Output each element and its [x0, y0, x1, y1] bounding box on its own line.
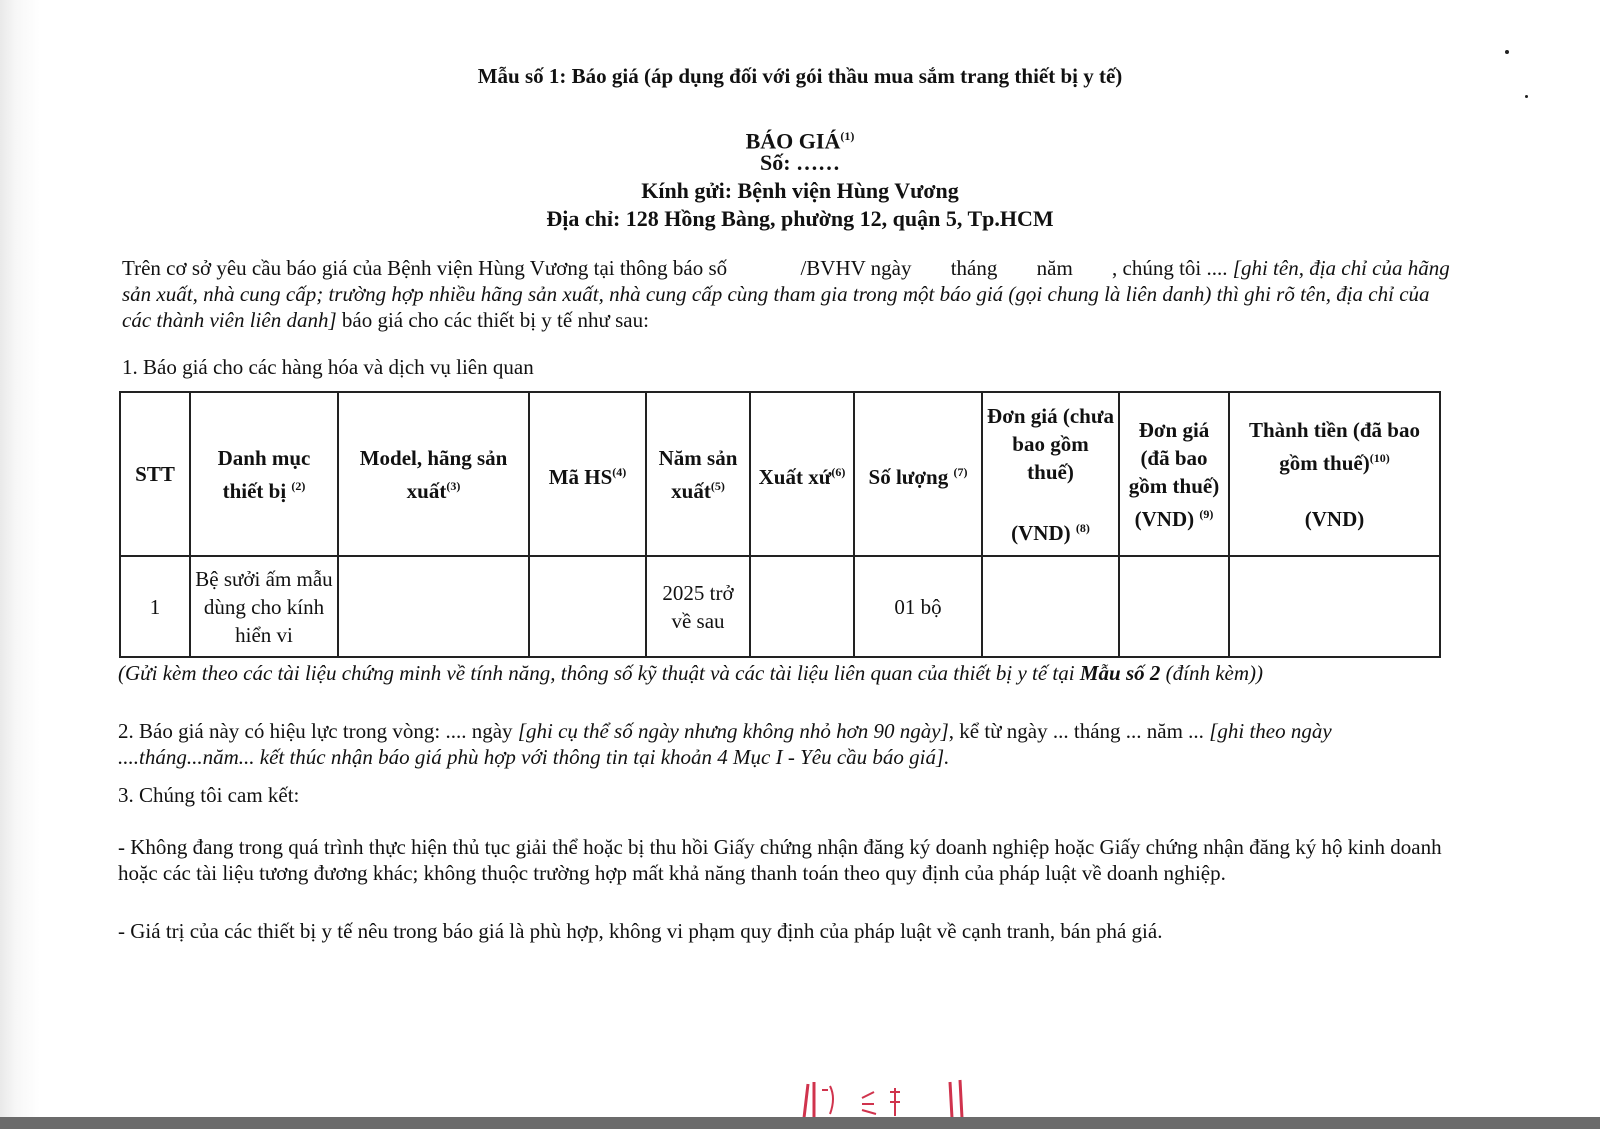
header-hs-code: Mã HS$^{(4)}$ — [529, 392, 646, 556]
header-unit-price-incl: Đơn giá (đã bao gồm thuế) (VND) $^{(9)}$ — [1119, 392, 1229, 556]
intro-text: /BVHV ngày — [800, 256, 912, 280]
commitment-2: - Giá trị của các thiết bị y tế nêu trong báo giá là phù hợp, không vi phạm quy định của pháp luật về cạnh tranh, bán phá giá. — [118, 919, 1163, 943]
section-2-validity: 2. Báo giá này có hiệu lực trong vòng: .... ngày [ghi cụ thể số ngày nhưng không nhỏ hơn 90 ngày], kể từ ngày ... tháng ... năm ... [ghi theo ngày ....tháng...năm... kết thúc nhận báo giá phù hợp với thông tin tại khoản 4 Mục I - Yêu cầu báo giá]. — [118, 719, 1332, 769]
header-year: Năm sản xuất$^{(5)}$ — [646, 392, 750, 556]
intro-text: tháng — [950, 256, 998, 280]
commitment-1: - Không đang trong quá trình thực hiện thủ tục giải thể hoặc bị thu hồi Giấy chứng nhận đăng ký doanh nghiệp hoặc Giấy chứng nhận đăng ký hộ kinh doanh hoặc các tài liệu tương đương khác; không thuộc trường hợp mất khả năng thanh toán theo quy định của pháp luật về doanh nghiệp. — [118, 835, 1442, 885]
cell-item: Bệ sưởi ấm mẫu dùng cho kính hiển vi — [190, 556, 338, 657]
intro-text: báo giá cho các thiết bị y tế như sau: — [341, 308, 649, 332]
header-total: Thành tiền (đã bao gồm thuế)$^{(10)}$ (VND) — [1229, 392, 1440, 556]
quote-number: Số: …… — [759, 150, 841, 175]
cell-year: 2025 trở về sau — [646, 556, 750, 657]
cell-unit-price-incl — [1119, 556, 1229, 657]
header-unit-price-excl: Đơn giá (chưa bao gồm thuế) (VND) $^{(8)}$ — [982, 392, 1119, 556]
cell-hs-code — [529, 556, 646, 657]
header-quantity: Số lượng $^{(7)}$ — [854, 392, 982, 556]
cell-total — [1229, 556, 1440, 657]
title-footnote: (1) — [840, 129, 855, 143]
table-row — [120, 556, 1440, 657]
title-text: BÁO GIÁ — [745, 128, 841, 154]
header-item: Danh mục thiết bị $^{(2)}$ — [190, 392, 338, 556]
intro-text: năm — [1036, 256, 1073, 280]
intro-text: Trên cơ sở yêu cầu báo giá của Bệnh viện Hùng Vương tại thông báo số — [122, 256, 728, 280]
intro-paragraph — [122, 255, 1452, 333]
recipient: Kính gửi: Bệnh viện Hùng Vương — [641, 178, 959, 203]
header-origin: Xuất xứ$^{(6)}$ — [750, 392, 854, 556]
cell-unit-price-excl — [982, 556, 1119, 657]
header-stt: STT — [120, 392, 190, 556]
attachment-note: (Gửi kèm theo các tài liệu chứng minh về tính năng, thông số kỹ thuật và các tài liệu liên quan của thiết bị y tế tại Mẫu số 2 (đính kèm)) — [118, 661, 1264, 685]
section-1-heading: 1. Báo giá cho các hàng hóa và dịch vụ liên quan — [122, 355, 534, 379]
intro-instruction: [ghi tên, địa chỉ của hãng sản xuất, nhà cung cấp; trường hợp nhiều hãng sản xuất, nhà cung cấp cùng tham gia trong một báo giá (gọi chung là liên danh) thì ghi rõ tên, địa chỉ của các thành viên liên danh] — [122, 256, 1450, 332]
scan-speck — [1505, 50, 1509, 54]
form-heading: Mẫu số 1: Báo giá (áp dụng đối với gói thầu mua sắm trang thiết bị y tế) — [477, 64, 1123, 88]
attachment-form-ref: Mẫu số 2 — [1079, 661, 1161, 685]
intro-text: , chúng tôi .... — [1112, 256, 1228, 280]
quote-table — [119, 391, 1441, 658]
table-header-row — [120, 392, 1440, 556]
recipient-address: Địa chỉ: 128 Hồng Bàng, phường 12, quận 5, Tp.HCM — [546, 206, 1054, 231]
cell-origin — [750, 556, 854, 657]
cell-stt: 1 — [120, 556, 190, 657]
section-3-heading: 3. Chúng tôi cam kết: — [118, 783, 300, 807]
red-stamp-fragment — [800, 1078, 970, 1118]
scan-bottom-edge — [0, 1117, 1600, 1129]
cell-model — [338, 556, 529, 657]
cell-quantity: 01 bộ — [854, 556, 982, 657]
header-model: Model, hãng sản xuất$^{(3)}$ — [338, 392, 529, 556]
scan-speck — [1525, 95, 1528, 98]
